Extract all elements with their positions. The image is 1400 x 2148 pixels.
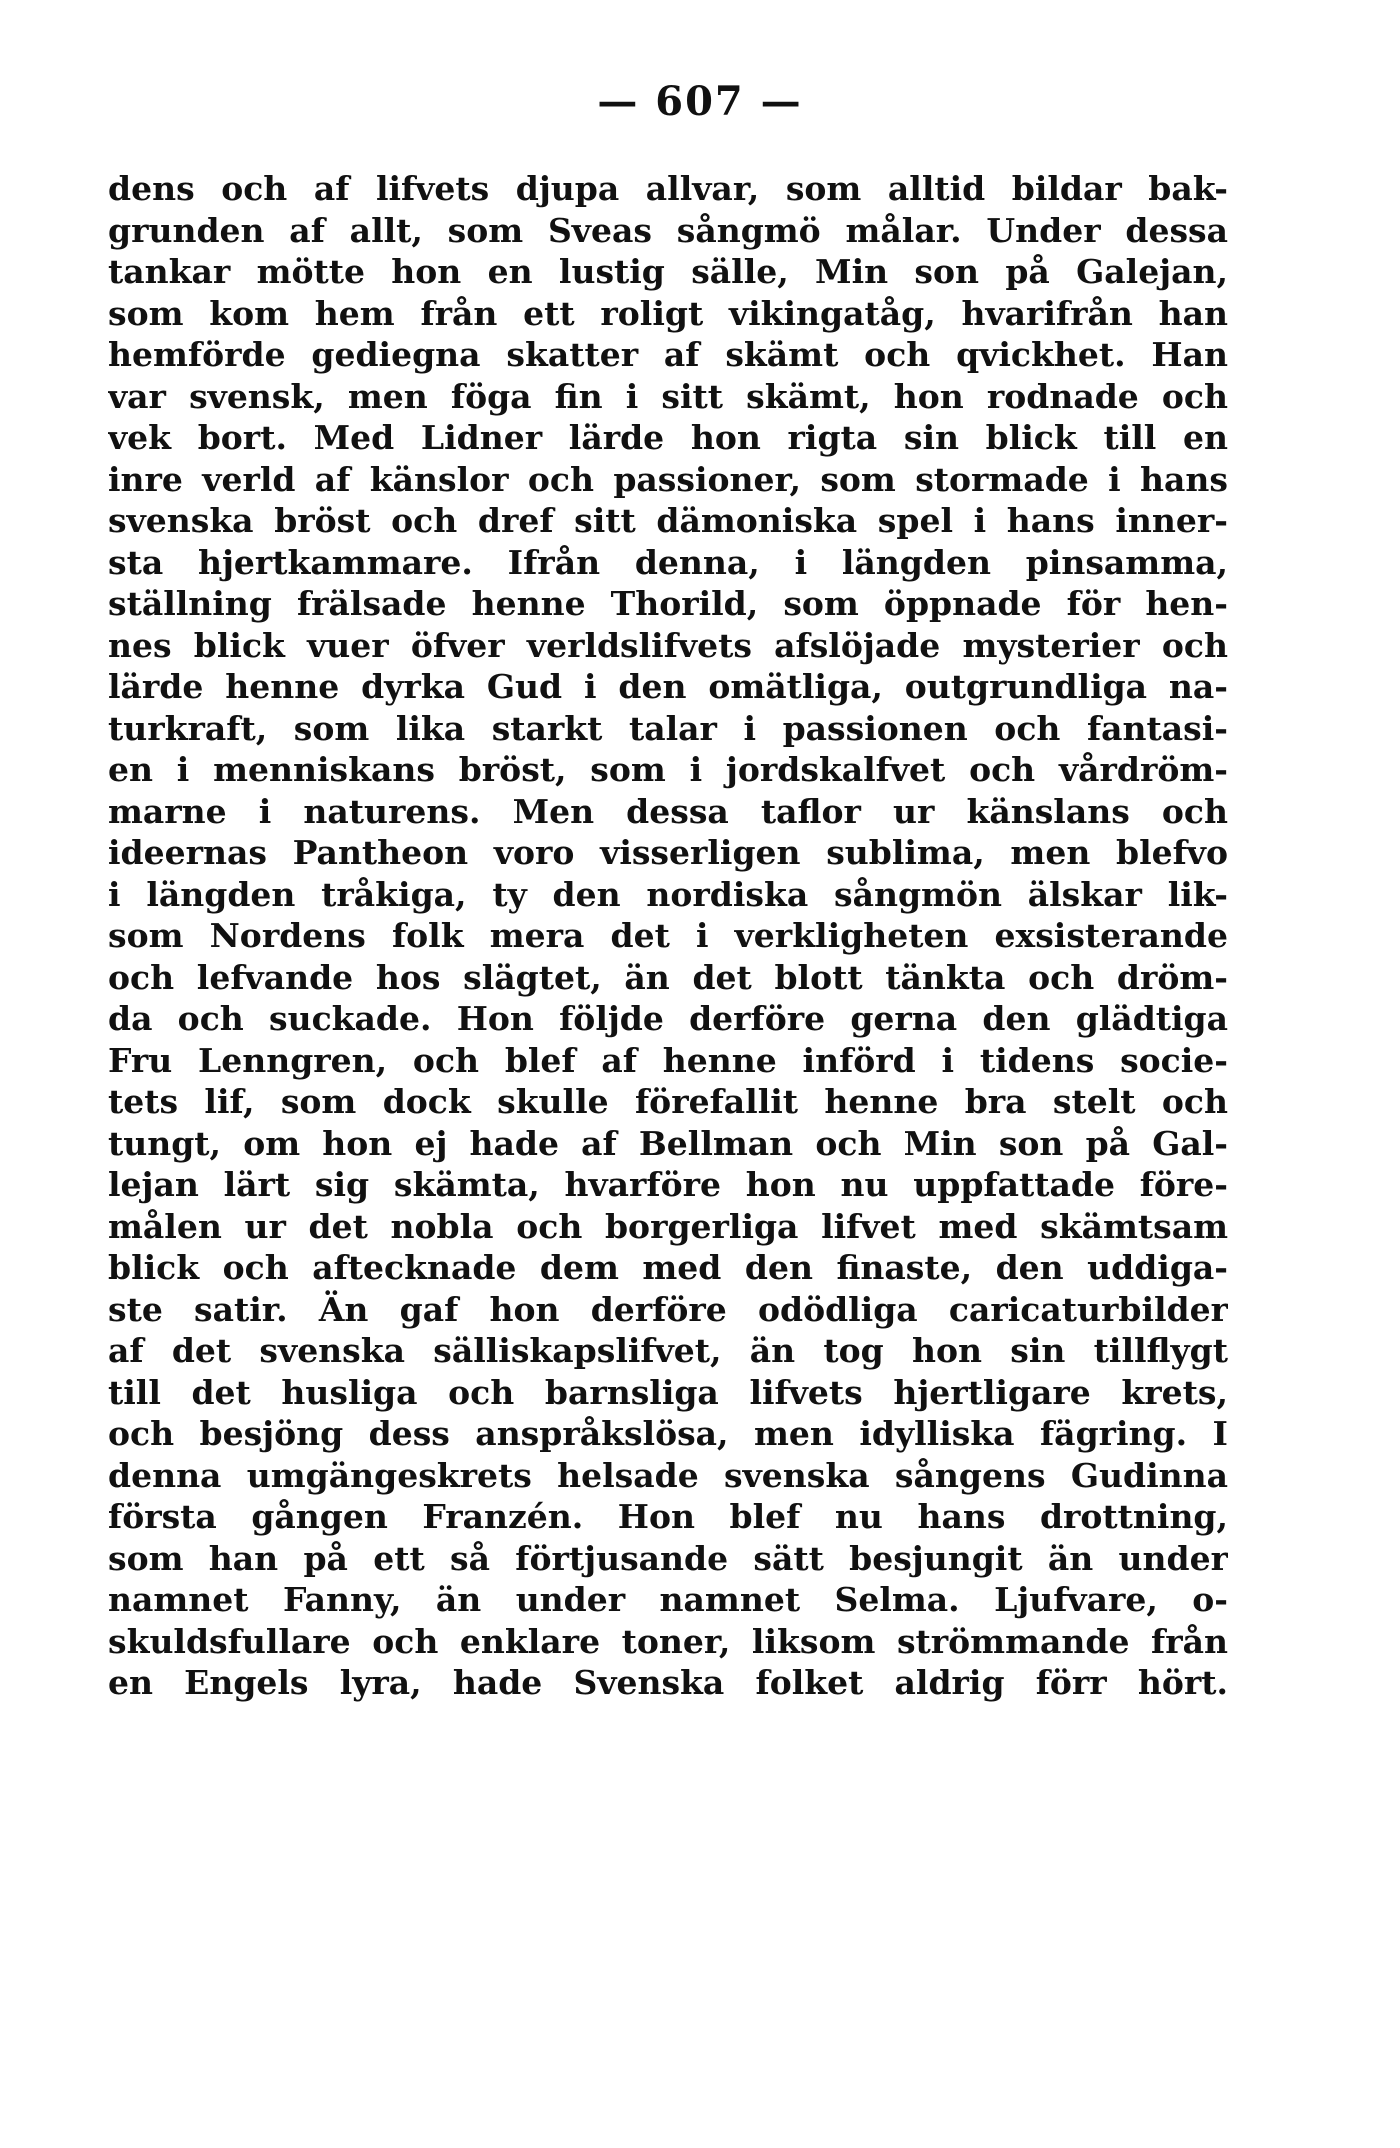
text-line: ställning frälsade henne Thorild, som öppnade för hen- (108, 584, 1228, 623)
text-line: till det husliga och barnsliga lifvets hjertligare krets, (108, 1372, 1228, 1412)
text-line: Fru Lenngren, och blef af henne införd i tidens socie- (108, 1040, 1228, 1080)
text-line: dens och af lifvets djupa allvar, som alltid bildar bak- (108, 169, 1228, 208)
text-line: ideernas Pantheon voro visserligen sublima, men blefvo (108, 833, 1228, 872)
text-line: och lefvande hos slägtet, än det blott tänkta och dröm- (108, 957, 1228, 997)
text-line: målen ur det nobla och borgerliga lifvet med skämtsam (108, 1206, 1228, 1246)
text-line: namnet Fanny, än under namnet Selma. Ljufvare, o- (108, 1580, 1228, 1619)
text-line: i längden tråkiga, ty den nordiska sångmön älskar lik- (108, 874, 1228, 914)
text-line: var svensk, men föga fin i sitt skämt, hon rodnade och (108, 376, 1228, 416)
text-line: lärde henne dyrka Gud i den omätliga, outgrundliga na- (108, 667, 1228, 706)
text-line: hemförde gediegna skatter af skämt och qvickhet. Han (108, 335, 1228, 374)
page-number: — 607 — (597, 78, 803, 125)
text-line: da och suckade. Hon följde derföre gerna den glädtiga (108, 999, 1228, 1038)
text-line: grunden af allt, som Sveas sångmö målar. Under dessa (108, 210, 1228, 250)
text-line: en i menniskans bröst, som i jordskalfvet och vårdröm- (108, 750, 1228, 789)
text-line: svenska bröst och dref sitt dämoniska spel i hans inner- (108, 501, 1228, 540)
text-line: turkraft, som lika starkt talar i passionen och fantasi- (108, 708, 1228, 748)
text-line: tungt, om hon ej hade af Bellman och Min son på Gal- (108, 1123, 1228, 1163)
text-line: blick och aftecknade dem med den finaste, den uddiga- (108, 1248, 1228, 1287)
text-line: lejan lärt sig skämta, hvarföre hon nu uppfattade före- (108, 1165, 1228, 1204)
text-line: ste satir. Än gaf hon derföre odödliga caricaturbilder (108, 1289, 1228, 1329)
text-line: vek bort. Med Lidner lärde hon rigta sin blick till en (108, 418, 1228, 457)
text-line: sta hjertkammare. Ifrån denna, i längden pinsamma, (108, 542, 1228, 582)
text-line: som Nordens folk mera det i verkligheten exsisterande (108, 916, 1228, 955)
text-line: af det svenska sälliskapslifvet, än tog hon sin tillflygt (108, 1331, 1228, 1370)
body-text (108, 168, 1228, 1704)
text-line: en Engels lyra, hade Svenska folket aldrig förr hört. (108, 1663, 1228, 1702)
text-line: som han på ett så förtjusande sätt besjungit än under (108, 1538, 1228, 1578)
text-line: nes blick vuer öfver verldslifvets afslöjade mysterier och (108, 625, 1228, 665)
text-line: första gången Franzén. Hon blef nu hans drottning, (108, 1497, 1228, 1536)
text-line: tankar mötte hon en lustig sälle, Min son på Galejan, (108, 252, 1228, 291)
text-line: marne i naturens. Men dessa taflor ur känslans och (108, 791, 1228, 831)
text-line: skuldsfullare och enklare toner, liksom strömmande från (108, 1621, 1228, 1661)
text-line: tets lif, som dock skulle förefallit henne bra stelt och (108, 1082, 1228, 1121)
text-line: som kom hem från ett roligt vikingatåg, hvarifrån han (108, 293, 1228, 333)
text-line: inre verld af känslor och passioner, som stormade i hans (108, 459, 1228, 499)
text-line: och besjöng dess anspråkslösa, men idylliska fägring. I (108, 1414, 1228, 1453)
text-line: denna umgängeskrets helsade svenska sångens Gudinna (108, 1455, 1228, 1495)
